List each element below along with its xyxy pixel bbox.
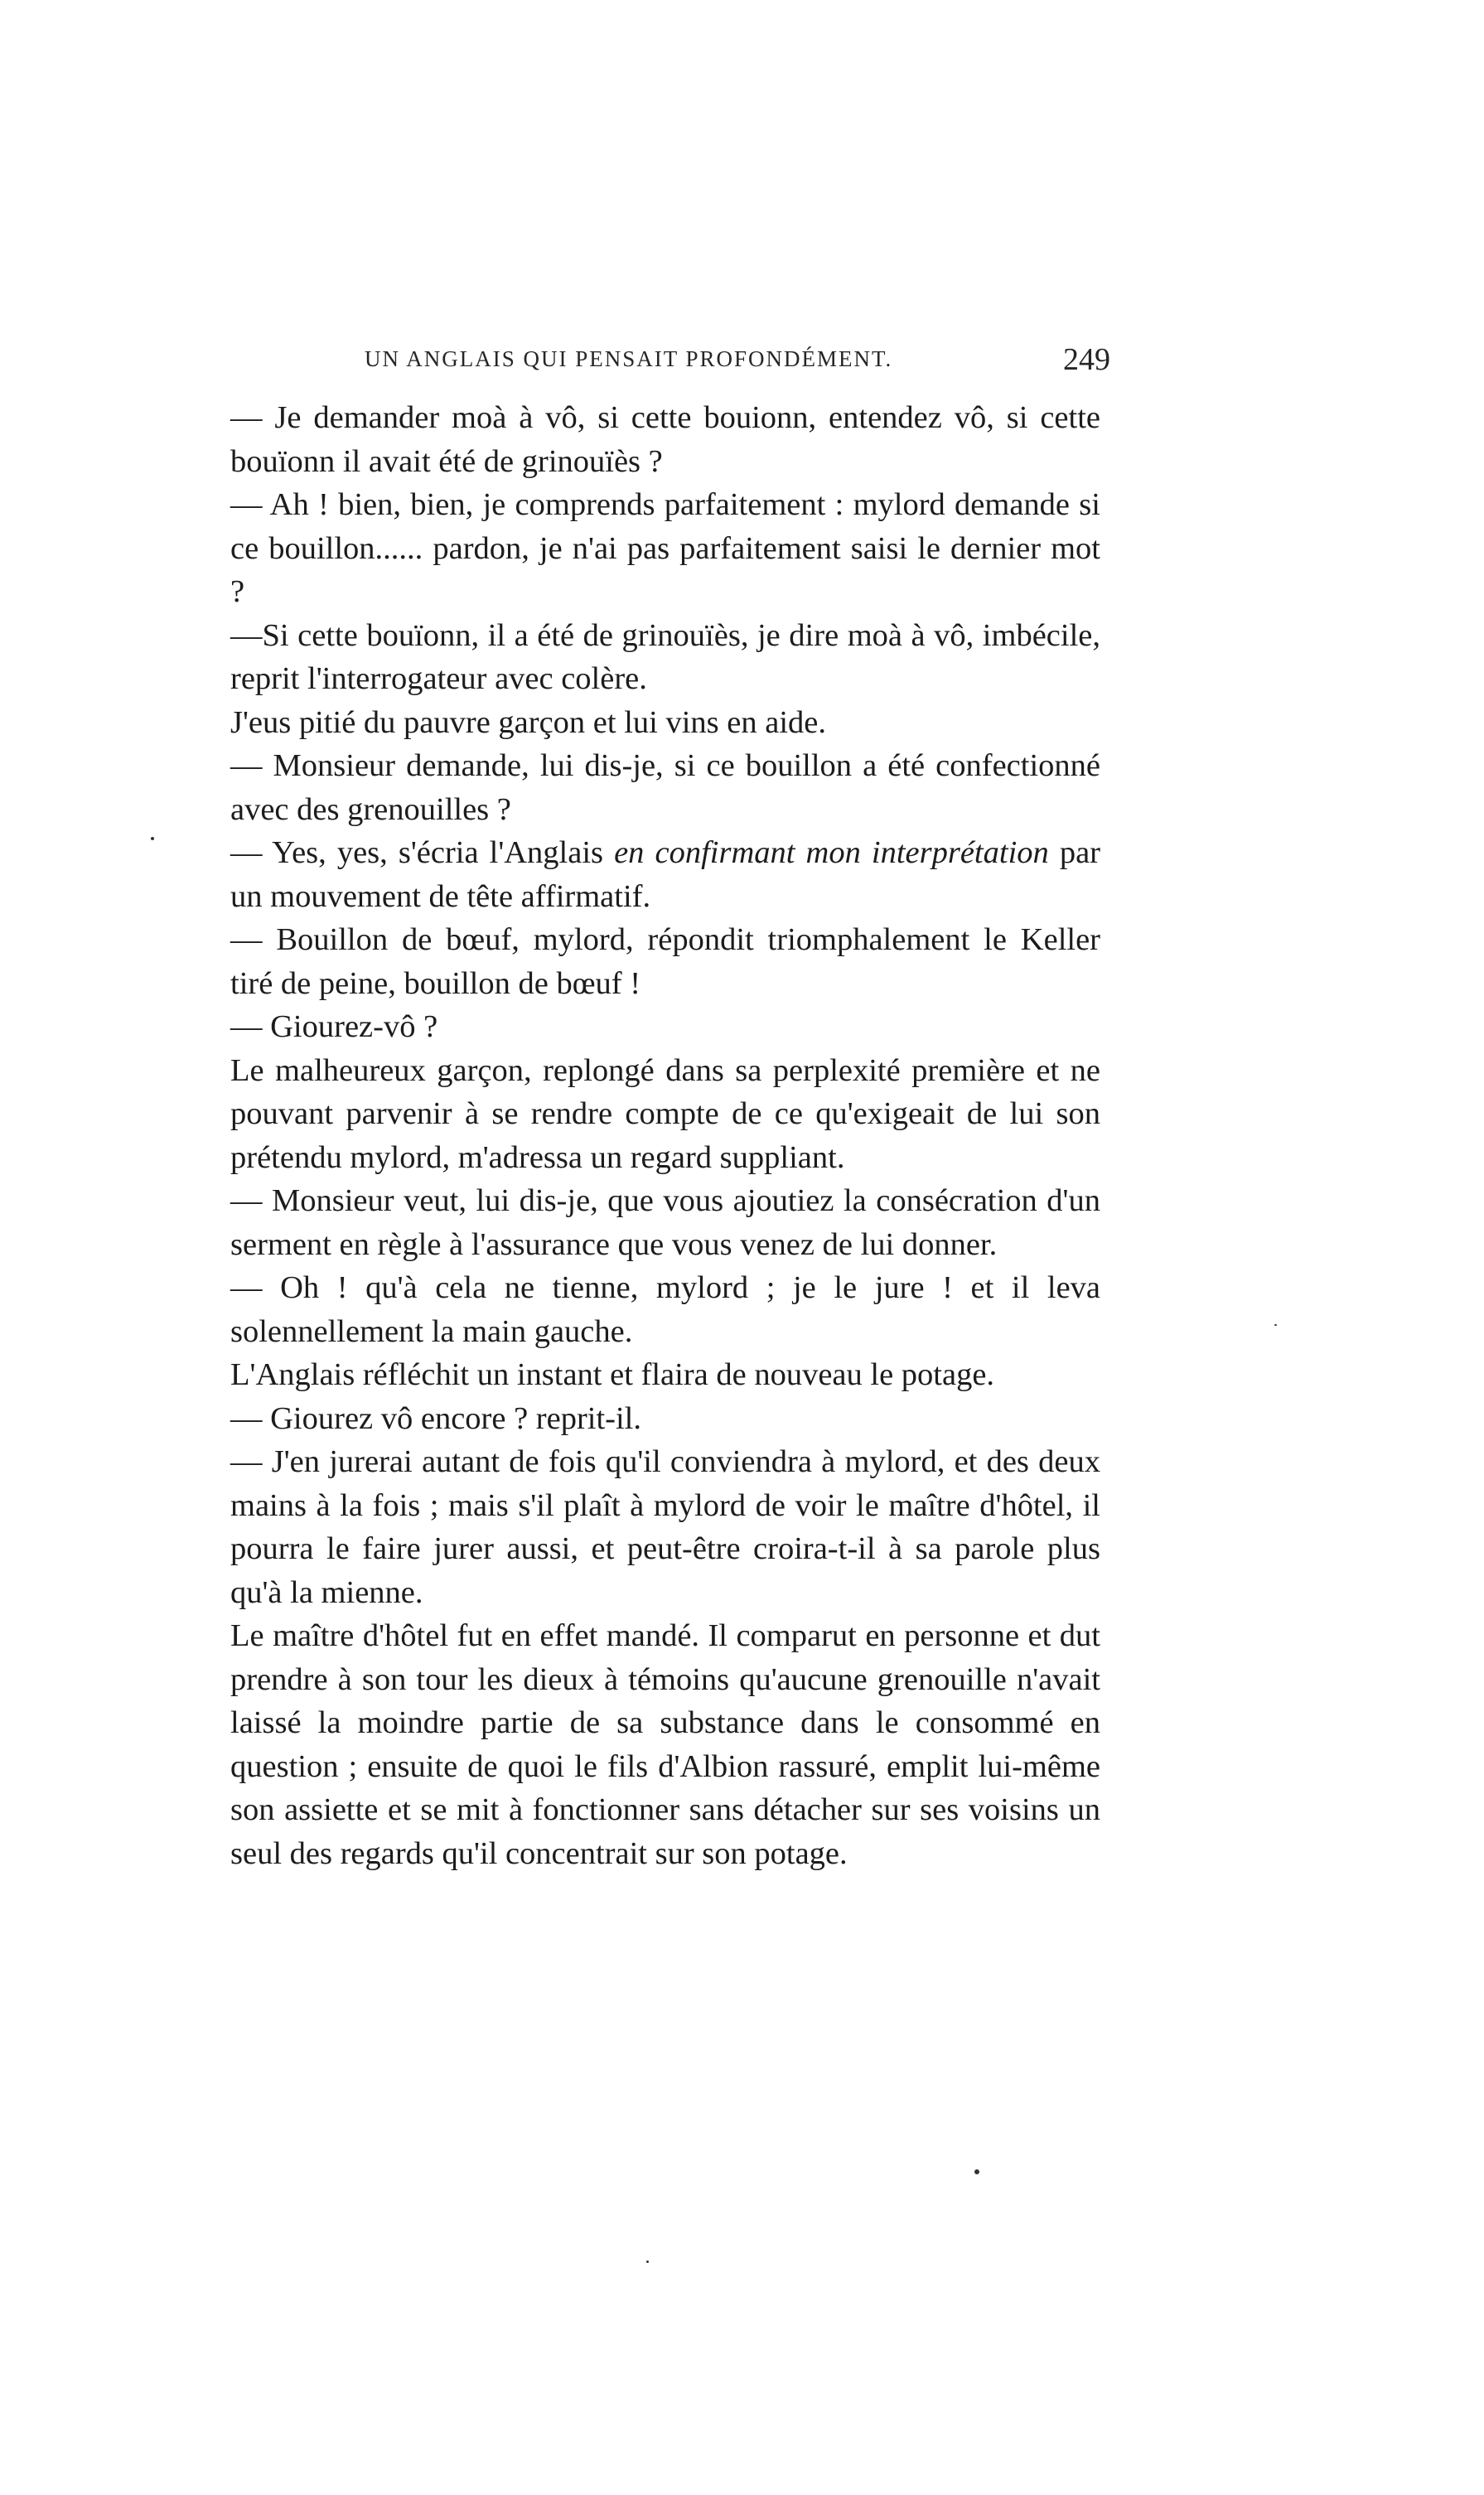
paragraph	[230, 831, 1100, 918]
paragraph: — Ah ! bien, bien, je comprends parfaitement : mylord demande si ce bouillon...... pardon, je n'ai pas parfaitement saisi le dernier mot ?	[230, 487, 1100, 609]
print-speck	[646, 2260, 649, 2263]
italic-text: en confirmant mon interprétation	[614, 835, 1049, 870]
paragraph-text: — Yes, yes, s'écria l'Anglais	[230, 835, 615, 870]
print-speck	[1274, 1324, 1277, 1326]
print-speck	[151, 837, 154, 840]
paragraph: —Si cette bouïonn, il a été de grinouïès, je dire moà à vô, imbécile, reprit l'interrogateur avec colère.	[230, 617, 1100, 696]
paragraph: — Bouillon de bœuf, mylord, répondit triomphalement le Keller tiré de peine, bouillon de bœuf !	[230, 922, 1100, 1001]
page-number: 249	[1063, 342, 1110, 377]
print-speck	[974, 2169, 979, 2174]
paragraph: Le maître d'hôtel fut en effet mandé. Il comparut en personne et dut prendre à son tour les dieux à témoins qu'aucune grenouille n'avait laissé la moindre partie de sa substance dans le consommé en question ; ensuite de quoi le fils d'Albion rassuré, emplit lui-même son assiette et se mit à fonctionner sans détacher sur ses voisins un seul des regards qu'il concentrait sur son potage.	[230, 1618, 1100, 1871]
paragraph: — Giourez-vô ?	[230, 1009, 438, 1044]
paragraph: — Monsieur veut, lui dis-je, que vous ajoutiez la consécration d'un serment en règle à l'assurance que vous venez de lui donner.	[230, 1183, 1100, 1262]
paragraph: J'eus pitié du pauvre garçon et lui vins en aide.	[230, 704, 826, 740]
paragraph: — Monsieur demande, lui dis-je, si ce bouillon a été confectionné avec des grenouilles ?	[230, 748, 1100, 827]
paragraph-text: par un mouvement de tête affirmatif.	[230, 835, 1101, 914]
body-text	[230, 396, 1100, 1875]
paragraph: — Je demander moà à vô, si cette bouionn, entendez vô, si cette bouïonn il avait été de grinouïès ?	[230, 400, 1100, 479]
paragraph: — J'en jurerai autant de fois qu'il conviendra à mylord, et des deux mains à la fois ; mais s'il plaît à mylord de voir le maître d'hôtel, il pourra le faire jurer aussi, et peut-être croira-t-il à sa parole plus qu'à la mienne.	[230, 1444, 1100, 1610]
running-title: UN ANGLAIS QUI PENSAIT PROFONDÉMENT.	[365, 346, 893, 371]
running-head	[365, 341, 1110, 383]
paragraph: Le malheureux garçon, replongé dans sa perplexité première et ne pouvant parvenir à se rendre compte de ce qu'exigeait de lui son prétendu mylord, m'adressa un regard suppliant.	[230, 1052, 1100, 1175]
paragraph: — Giourez vô encore ? reprit-il.	[230, 1400, 642, 1436]
paragraph: L'Anglais réfléchit un instant et flaira de nouveau le potage.	[230, 1357, 995, 1392]
paragraph: — Oh ! qu'à cela ne tienne, mylord ; je le jure ! et il leva solennellement la main gauche.	[230, 1270, 1100, 1349]
